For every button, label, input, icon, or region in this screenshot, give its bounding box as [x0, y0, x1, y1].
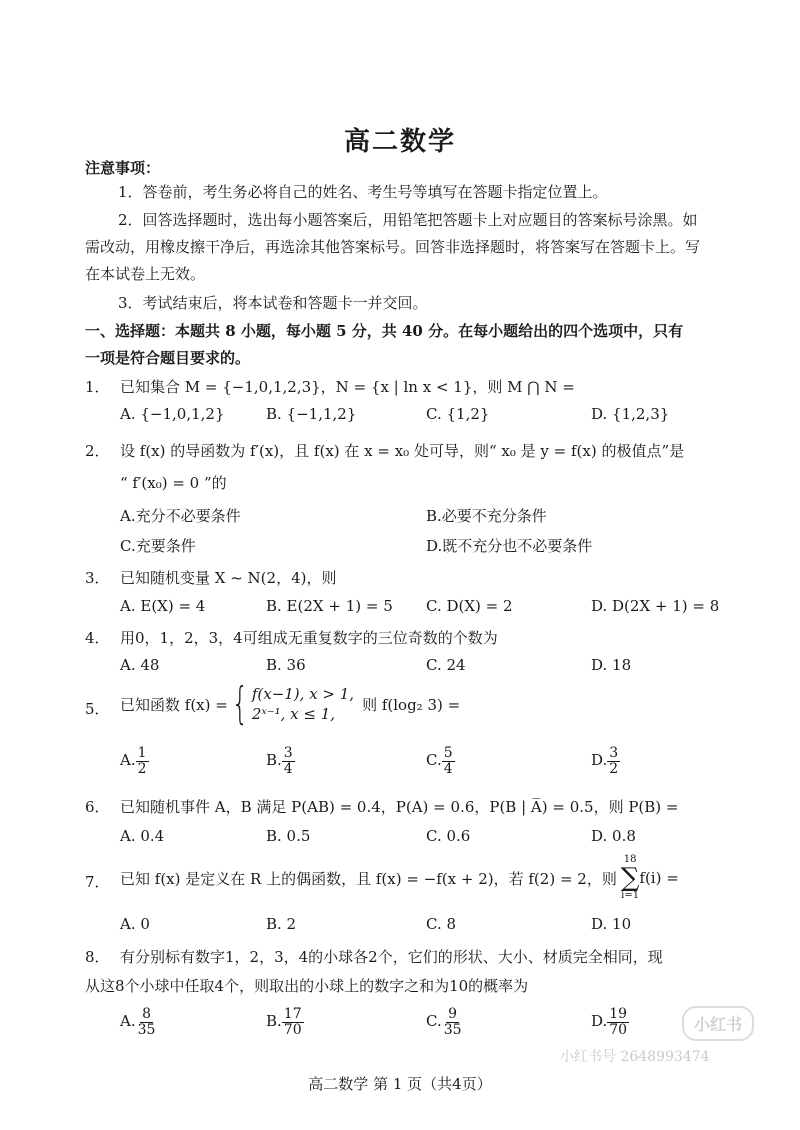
left-brace: { [231, 678, 249, 729]
question-6-number: 6． [85, 798, 110, 816]
option-label: B. [266, 1012, 282, 1031]
numerator: 8 [142, 1006, 151, 1022]
denominator: 2 [609, 760, 619, 777]
denominator: 4 [443, 760, 453, 777]
piecewise-case-2: 2ˣ⁻¹, x ≤ 1, [251, 705, 336, 723]
sum-lower-limit: i=1 [621, 890, 640, 901]
fraction [136, 746, 149, 776]
denominator: 4 [283, 760, 293, 777]
question-1-stem: 已知集合 M = {−1,0,1,2,3}，N = {x | ln x < 1}，则 M ⋂ N = [120, 378, 575, 396]
question-2-stem-line-1: 设 f(x) 的导函数为 f′(x)，且 f(x) 在 x = x₀ 处可导，则“ x₀ 是 y = f(x) 的极值点”是 [120, 442, 685, 460]
question-2-option-d: D.既不充分也不必要条件 [426, 537, 593, 555]
question-7-number: 7． [85, 873, 110, 891]
question-5-option-a [120, 746, 149, 776]
question-8-number: 8． [85, 948, 110, 966]
question-4-option-a: A. 48 [120, 656, 160, 674]
question-5-option-d [591, 746, 620, 776]
question-1-option-c: C. {1,2} [426, 405, 490, 423]
numerator: 1 [137, 745, 147, 761]
numerator: 9 [448, 1006, 458, 1022]
notice-item-2-line-2: 需改动，用橡皮擦干净后，再选涂其他答案标号。回答非选择题时，将答案写在答题卡上。写 [85, 238, 701, 256]
fraction [607, 746, 620, 776]
option-label: C. [426, 1012, 442, 1031]
question-8-stem-line-1: 有分别标有数字1，2，3，4的小球各2个，它们的形状、大小、材质完全相同，现 [120, 948, 663, 966]
option-label: D. [591, 1012, 608, 1031]
question-2-option-b: B.必要不充分条件 [426, 507, 547, 525]
numerator: 3 [609, 745, 619, 761]
question-5-option-b [266, 746, 295, 776]
question-7-option-c: C. 8 [426, 915, 457, 933]
sum-body: f(i) = [639, 869, 679, 887]
denominator: 35 [443, 1021, 462, 1038]
question-6-option-a: A. 0.4 [120, 827, 165, 845]
question-5-stem [120, 678, 461, 729]
fraction [442, 1007, 464, 1037]
fraction [282, 746, 295, 776]
denominator: 70 [609, 1021, 628, 1038]
question-7-option-b: B. 2 [266, 915, 297, 933]
fraction [282, 1007, 304, 1037]
notice-heading: 注意事项： [85, 159, 161, 177]
question-6-stem: 已知随机事件 A，B 满足 P(AB) = 0.4，P(A) = 0.6，P(B | A̅) = 0.5，则 P(B) = [120, 798, 679, 816]
question-3-number: 3． [85, 569, 110, 587]
page-footer: 高二数学 第 1 页（共4页） [308, 1075, 492, 1093]
numerator: 5 [443, 745, 453, 761]
question-3-option-c: C. D(X) = 2 [426, 597, 513, 615]
question-8-stem-line-2: 从这8个小球中任取4个，则取出的小球上的数字之和为10的概率为 [85, 977, 529, 995]
question-3-option-a: A. E(X) = 4 [120, 597, 206, 615]
numerator: 17 [283, 1006, 302, 1022]
sigma-symbol: ∑ [620, 863, 640, 893]
question-6-option-b: B. 0.5 [266, 827, 311, 845]
question-3-stem: 已知随机变量 X ~ N(2，4)，则 [120, 569, 337, 587]
option-label: B. [266, 751, 282, 770]
option-label: C. [426, 751, 442, 770]
question-8-option-d [591, 1007, 629, 1037]
question-7-stem [120, 855, 679, 901]
question-3-option-b: B. E(2X + 1) = 5 [266, 597, 393, 615]
numerator: 19 [609, 1006, 628, 1022]
notice-item-2-line-1: 2．回答选择题时，选出每小题答案后，用铅笔把答题卡上对应题目的答案标号涂黑。如 [118, 211, 698, 229]
question-7-stem-text: 已知 f(x) 是定义在 R 上的偶函数，且 f(x) = −f(x + 2)，若 f(2) = 2，则 [120, 869, 617, 888]
question-8-option-b [266, 1007, 304, 1037]
question-2-stem-line-2: “ f′(x₀) = 0 ”的 [120, 474, 227, 492]
watermark-text: 小红书号 2648993474 [560, 1049, 710, 1065]
question-4-stem: 用0，1，2，3，4可组成无重复数字的三位奇数的个数为 [120, 629, 498, 647]
numerator: 3 [283, 745, 293, 761]
question-7-option-a: A. 0 [120, 915, 150, 933]
question-5-stem-pre: 已知函数 f(x) = [120, 695, 228, 714]
fraction [607, 1007, 629, 1037]
option-label: A. [120, 751, 136, 770]
question-1-number: 1． [85, 378, 110, 396]
question-5-number: 5． [85, 700, 110, 718]
watermark-badge: 小红书 [682, 1006, 754, 1041]
fraction [136, 1007, 158, 1037]
question-5-stem-post: 则 f(log₂ 3) = [362, 695, 461, 714]
question-5-option-c [426, 746, 455, 776]
question-2-number: 2． [85, 442, 110, 460]
piecewise-case-1: f(x−1), x > 1, [251, 684, 355, 703]
question-7-option-d: D. 10 [591, 915, 632, 933]
question-1-option-a: A. {−1,0,1,2} [120, 405, 225, 423]
question-4-number: 4． [85, 629, 110, 647]
section-heading-line-2: 一项是符合题目要求的。 [85, 349, 251, 367]
question-8-option-c [426, 1007, 464, 1037]
denominator: 70 [283, 1021, 302, 1038]
fraction [442, 746, 455, 776]
question-4-option-c: C. 24 [426, 656, 466, 674]
question-4-option-d: D. 18 [591, 656, 632, 674]
notice-item-3: 3．考试结束后，将本试卷和答题卡一并交回。 [118, 294, 428, 312]
sum-upper-limit: 18 [623, 854, 637, 865]
notice-item-1: 1．答卷前，考生务必将自己的姓名、考生号等填写在答题卡指定位置上。 [118, 183, 608, 201]
section-heading-line-1: 一、选择题：本题共 8 小题，每小题 5 分，共 40 分。在每小题给出的四个选项中，只有 [85, 322, 684, 340]
question-1-option-d: D. {1,2,3} [591, 405, 670, 423]
question-4-option-b: B. 36 [266, 656, 306, 674]
denominator: 2 [137, 760, 147, 777]
page-title: 高二数学 [343, 127, 456, 157]
question-3-option-d: D. D(2X + 1) = 8 [591, 597, 720, 615]
option-label: D. [591, 751, 608, 770]
question-6-option-c: C. 0.6 [426, 827, 471, 845]
summation [621, 855, 640, 901]
question-2-option-c: C.充要条件 [120, 537, 196, 555]
notice-item-2-line-3: 在本试卷上无效。 [85, 265, 206, 283]
question-8-option-a [120, 1007, 157, 1037]
piecewise-cases [252, 684, 354, 725]
question-2-option-a: A.充分不必要条件 [120, 507, 241, 525]
question-1-option-b: B. {−1,1,2} [266, 405, 357, 423]
option-label: A. [120, 1012, 136, 1031]
question-6-option-d: D. 0.8 [591, 827, 636, 845]
denominator: 35 [137, 1021, 156, 1038]
